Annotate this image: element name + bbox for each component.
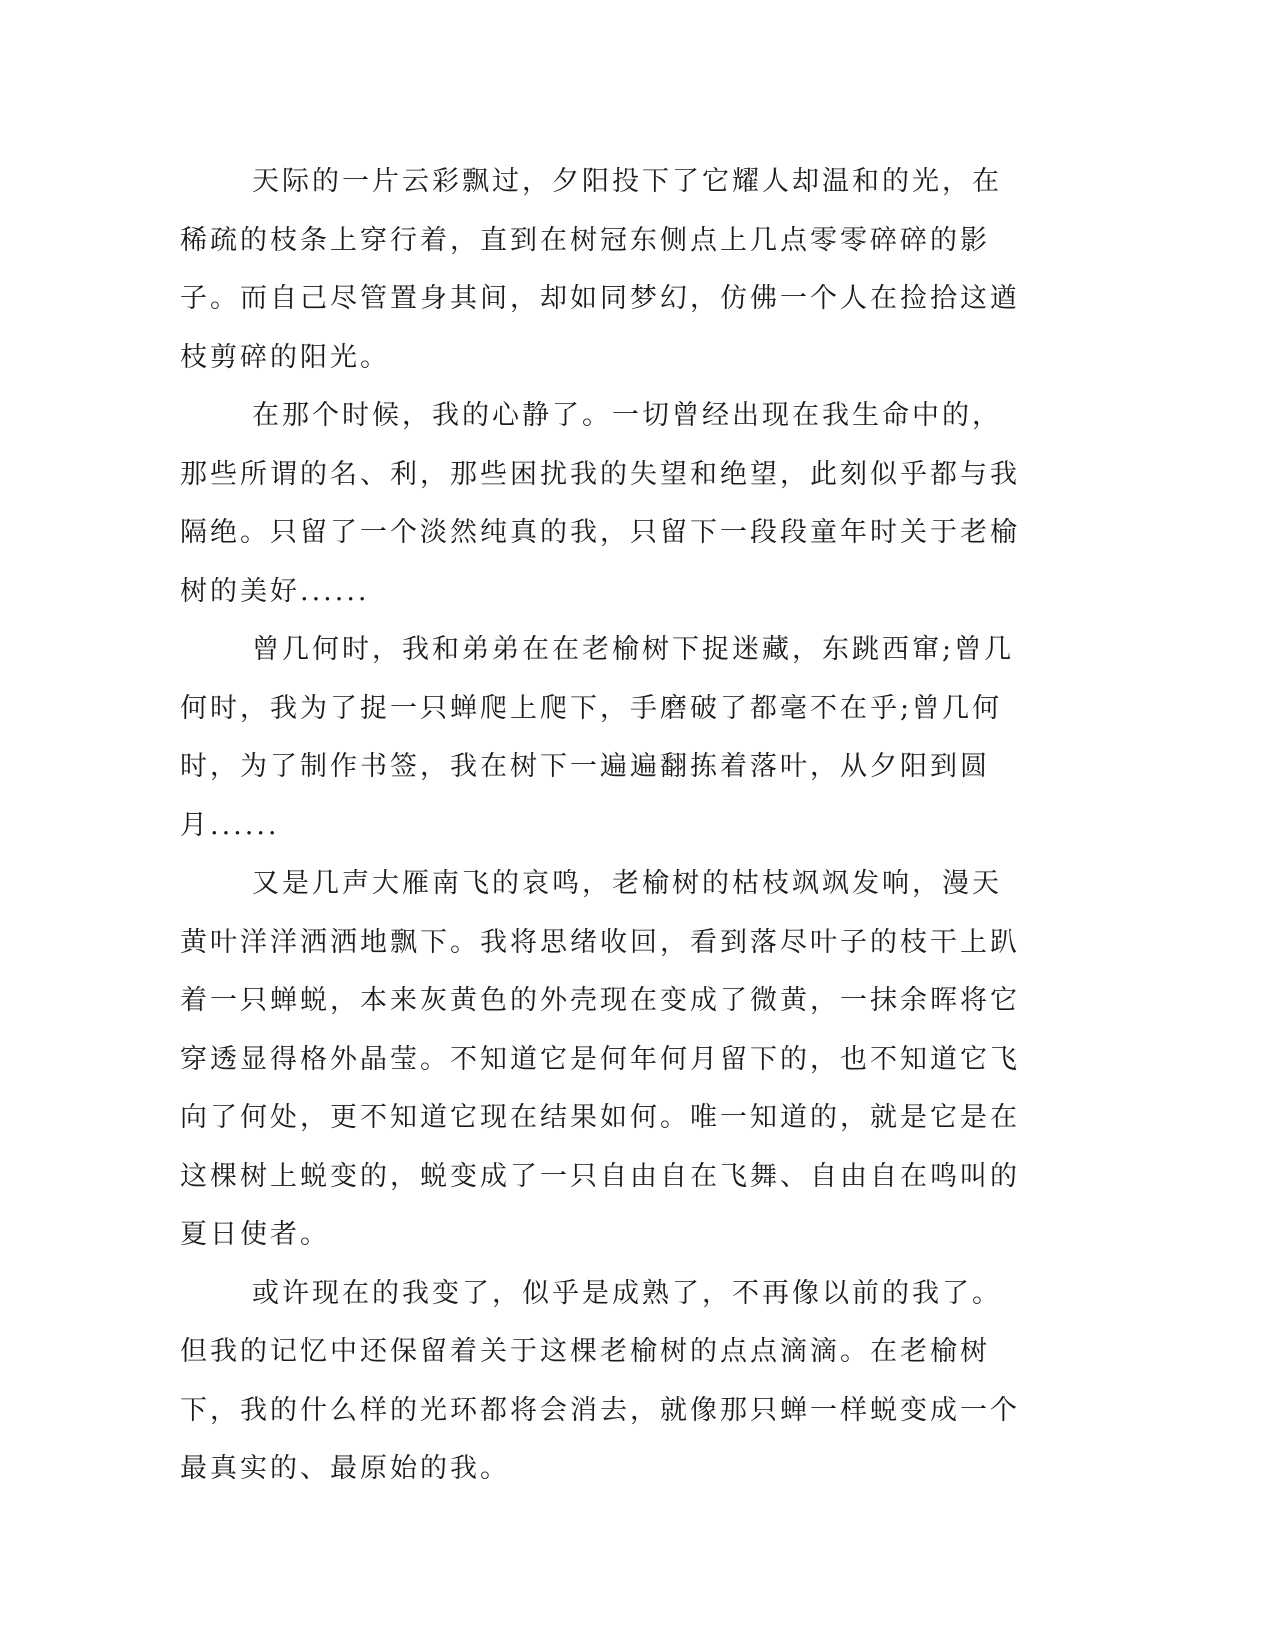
paragraph-5: 或许现在的我变了，似乎是成熟了，不再像以前的我了。但我的记忆中还保留着关于这棵老榆树的点点滴滴。在老榆树下，我的什么样的光环都将会消去，就像那只蝉一样蜕变成一个最真实的、最原始的我。 — [180, 1277, 1020, 1484]
paragraph-2: 在那个时候，我的心静了。一切曾经出现在我生命中的，那些所谓的名、利，那些困扰我的失望和绝望，此刻似乎都与我隔绝。只留了一个淡然纯真的我，只留下一段段童年时关于老榆树的美好...... — [180, 400, 1020, 607]
paragraph-4: 又是几声大雁南飞的哀鸣，老榆树的枯枝飒飒发响，漫天黄叶洋洋洒洒地飘下。我将思绪收回，看到落尽叶子的枝干上趴着一只蝉蜕，本来灰黄色的外壳现在变成了微黄，一抹余晖将它穿透显得格外晶莹。不知道它是何年何月留下的，也不知道它飞向了何处，更不知道它现在结果如何。唯一知道的，就是它是在这棵树上蜕变的，蜕变成了一只自由自在飞舞、自由自在鸣叫的夏日使者。 — [180, 868, 1020, 1250]
paragraph-3: 曾几何时，我和弟弟在在老榆树下捉迷藏，东跳西窜;曾几何时，我为了捉一只蝉爬上爬下，手磨破了都毫不在乎;曾几何时，为了制作书签，我在树下一遍遍翻拣着落叶，从夕阳到圆月...... — [180, 634, 1015, 841]
paragraph-1: 天际的一片云彩飘过，夕阳投下了它耀人却温和的光，在稀疏的枝条上穿行着，直到在树冠东侧点上几点零零碎碎的影子。而自己尽管置身其间，却如同梦幻，仿佛一个人在捡拾这遒枝剪碎的阳光。 — [180, 166, 1020, 373]
document-body — [180, 153, 1028, 1499]
